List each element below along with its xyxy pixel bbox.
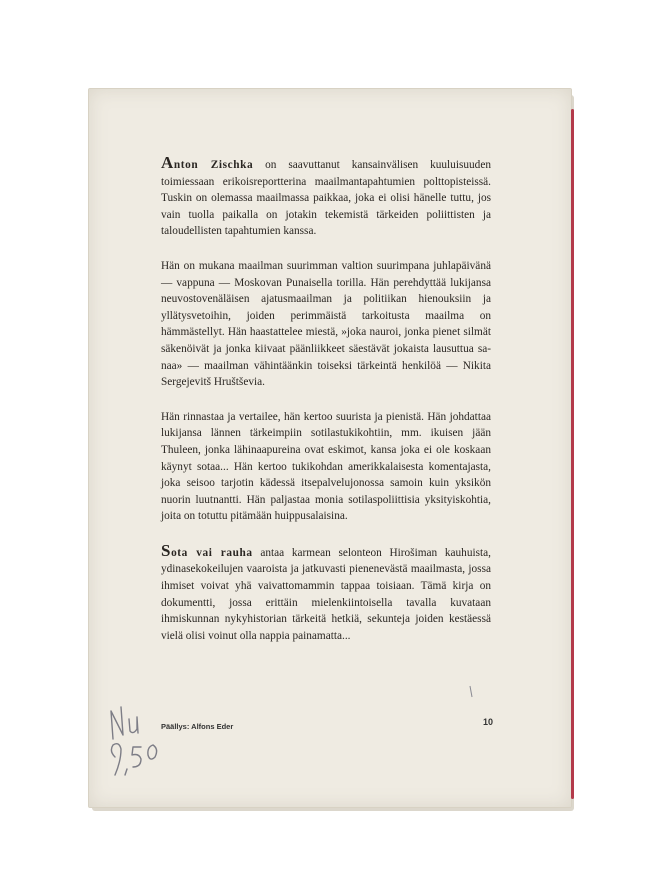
author-name-lead	[161, 153, 254, 172]
title-rest: ota vai rauha	[171, 546, 253, 559]
paragraph-4	[161, 540, 491, 645]
paragraph-1-text: on saavuttanut kansainvälisen kuuluisuuden toimiessaan erikoisreportterina maailmantapahtumien polttopisteissä. Tuskin on olemassa maailmassa paikkaa, joka ei olisi hänelle tuttu, jos vain tuolla paikalla on jotakin tekemistä tärkeiden poliittisten ja taloudellisten tapahtumien kanssa.	[161, 159, 491, 238]
paragraph-3: Hän rinnastaa ja vertailee, hän kertoo suurista ja pienistä. Hän johdattaa lukijansa lännen tärkeimpiin sotilastukikohtiin, mm. ikuisen jään Thuleen, jonka lähinaapureina ovat eskimot, kansa joka ei ole koskaan käynyt sotaa... Hän kertoo tukikohdan amerikkalaisesta komentajasta, joka seisoo tarjotin kädessä itsepalvelujonossa samoin kuin yksikön nuorin luutnantti. Hän paljastaa monia sotilaspoliittisia yksityiskohtia, joita on totuttu pitämään huippusalaisina.	[161, 410, 491, 523]
pencil-tick-mark	[467, 685, 477, 699]
author-name-rest: nton Zischka	[173, 159, 254, 171]
paragraph-2: Hän on mukana maailman suurimman valtion suurimpana juhlapäivänä — vappuna — Moskovan Punaisella torilla. Hän perehdyttää lukijansa neuvostovenäläisen ajatusmaailman ja politiikan hienouksiin ja yllätysvetoihin, joiden perimmäistä tarkoitusta maailma on hämmästellyt. Hän haastattelee miestä, »joka nauroi, jonka pienet silmät säkenöivät ja jonka kiivaat päänliikkeet säestävät jokaista lausuttua sanaa» — maailman vähintäänkin toiseksi tärkeintä henkilöä — Nikita Sergejevitš Hruštševia.	[161, 259, 491, 389]
cover-credit: Päällys: Alfons Eder	[161, 722, 234, 731]
blurb-text	[161, 155, 491, 662]
book-back-cover	[88, 88, 572, 808]
red-spine-edge	[571, 109, 574, 799]
handwritten-price-note	[99, 699, 195, 789]
book-title-lead	[161, 540, 253, 560]
paragraph-1	[161, 155, 491, 240]
title-initial: S	[161, 540, 172, 560]
paragraph-4-text: antaa karmean selonteon Hirošiman kauhuista, ydinasekokeilujen vaaroista ja jatkuvasti pienenevästä maailmasta, jossa ihmiset voivat yhä vaivattomammin tappaa toisiaan. Tämä kirja on dokumentti, jossa erittäin mielenkiintoisella tavalla kuvataan ihmiskunnan nykyhistorian tärkeitä hetkiä, sekunteja joiden kestäessä vielä olisi voinut olla nappia painamatta...	[161, 546, 491, 642]
author-initial: A	[161, 153, 174, 172]
page-number: 10	[483, 717, 494, 727]
